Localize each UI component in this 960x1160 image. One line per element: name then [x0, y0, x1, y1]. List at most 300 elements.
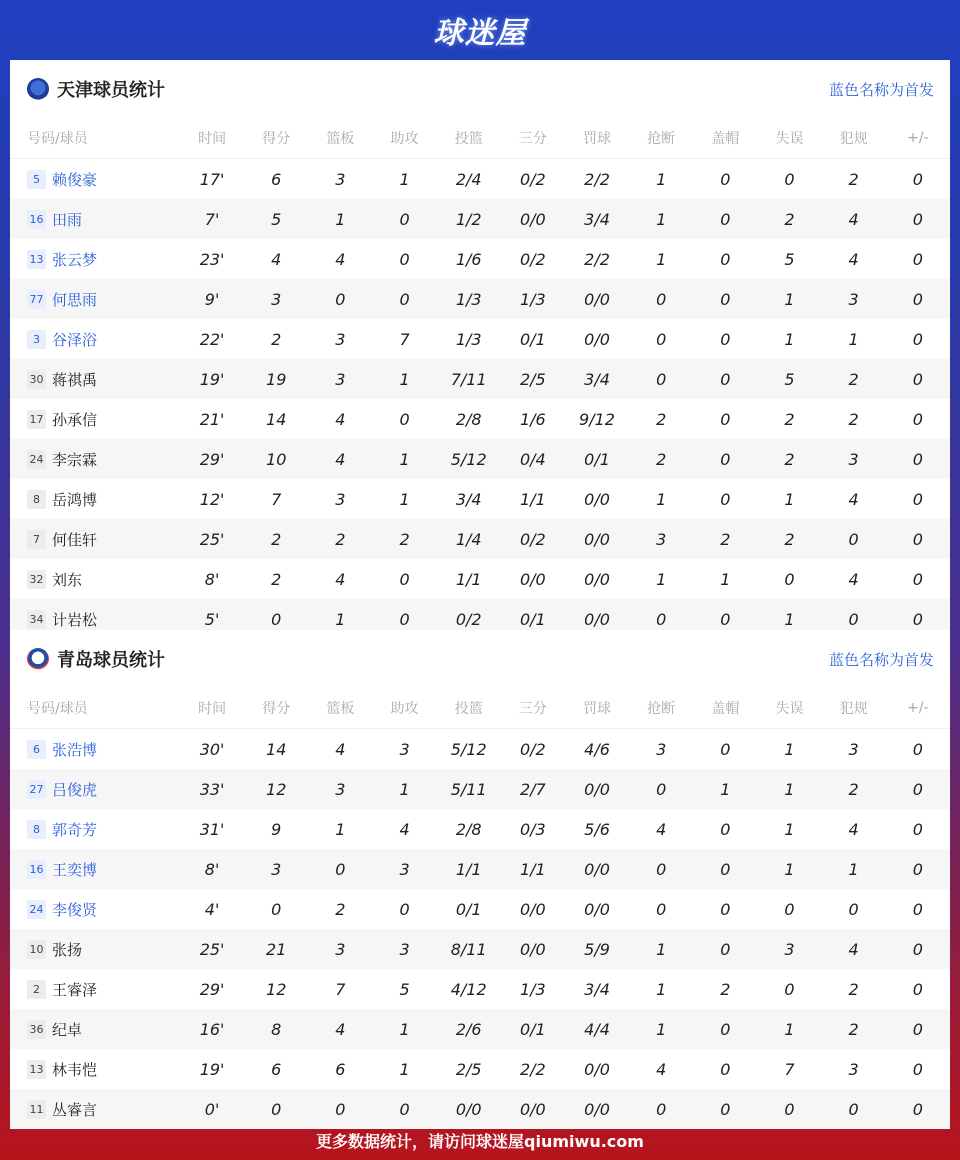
stat-cell: 4 [271, 249, 282, 269]
stat-cell: 2/7 [501, 769, 565, 809]
stat-cell: 1 [656, 249, 667, 269]
stat-cell: 0 [693, 439, 757, 479]
stat-cell: 2 [822, 1009, 886, 1049]
stat-cell: 1 [308, 599, 372, 639]
player-name[interactable]: 蒋祺禹 [52, 370, 98, 389]
stat-cell: 0 [720, 819, 731, 839]
stat-cell: 0 [912, 739, 923, 759]
stat-cell: 6 [271, 169, 282, 189]
stat-cell: 3 [308, 359, 372, 399]
column-header: 三分 [501, 688, 565, 729]
stat-cell: 2 [656, 409, 667, 429]
table-row [10, 849, 950, 889]
player-name[interactable]: 丛睿言 [52, 1100, 98, 1119]
jersey-number-badge: 10 [27, 940, 46, 959]
starter-legend-note: 蓝色名称为首发 [828, 650, 934, 669]
stat-cell: 16' [180, 1009, 244, 1049]
jersey-number-badge: 16 [27, 210, 46, 229]
stat-cell: 3 [757, 929, 821, 969]
stat-cell: 1 [629, 929, 693, 969]
stat-cell: 0 [308, 279, 372, 319]
player-name[interactable]: 计岩松 [52, 610, 98, 629]
player-name[interactable]: 王睿泽 [52, 980, 98, 999]
stat-cell: 0' [180, 1089, 244, 1129]
stat-cell: 0/2 [501, 519, 565, 559]
table-row [10, 889, 950, 929]
stat-cell: 0 [244, 599, 308, 639]
player-cell [10, 889, 180, 929]
stat-cell: 2 [822, 769, 886, 809]
stat-cell: 0/0 [584, 329, 610, 349]
stat-cell: 0 [399, 409, 410, 429]
stat-cell: 6 [271, 1059, 282, 1079]
stat-cell: 0 [848, 899, 859, 919]
player-name[interactable]: 张云梦 [52, 250, 98, 269]
player-name[interactable]: 张扬 [52, 940, 83, 959]
table-row [10, 969, 950, 1009]
player-name[interactable]: 何佳轩 [52, 530, 98, 549]
jersey-number-badge: 8 [27, 820, 46, 839]
stat-cell: 1 [784, 489, 795, 509]
stat-cell: 4 [308, 439, 372, 479]
stat-cell: 0/0 [584, 489, 610, 509]
stat-cell: 9' [180, 279, 244, 319]
stat-cell: 0 [720, 169, 731, 189]
stat-cell: 1 [822, 849, 886, 889]
stat-cell: 0/0 [565, 519, 629, 559]
stat-cell: 1 [656, 169, 667, 189]
stat-cell: 0 [784, 899, 795, 919]
stat-cell: 0/2 [519, 169, 546, 189]
player-name[interactable]: 岳鸿博 [52, 490, 98, 509]
jersey-number-badge: 2 [27, 980, 46, 999]
stat-cell: 1/4 [437, 519, 501, 559]
stat-cell: 0 [629, 769, 693, 809]
stat-cell: 0 [912, 169, 923, 189]
stat-cell: 21' [199, 409, 225, 429]
stat-cell: 0 [656, 899, 667, 919]
stat-cell: 1 [629, 1009, 693, 1049]
stat-cell: 7 [399, 329, 410, 349]
stat-cell: 0/0 [501, 929, 565, 969]
stat-cell: 0/1 [455, 899, 482, 919]
column-header: 三分 [501, 118, 565, 159]
tianjin-team-logo-icon [27, 78, 49, 100]
stat-cell: 3 [308, 769, 372, 809]
stat-cell: 1 [372, 439, 436, 479]
stat-cell: 3 [372, 929, 436, 969]
stat-cell: 0 [271, 899, 282, 919]
stat-cell: 1 [629, 199, 693, 239]
stat-cell: 1 [757, 279, 821, 319]
stat-cell: 1 [656, 569, 667, 589]
column-header: 犯规 [822, 118, 886, 159]
player-cell [10, 479, 180, 519]
stat-cell: 3/4 [565, 359, 629, 399]
player-name[interactable]: 李宗霖 [52, 450, 98, 469]
stat-cell: 0/2 [437, 599, 501, 639]
stat-cell: 0/0 [584, 899, 610, 919]
stat-cell: 0 [784, 979, 795, 999]
column-header: 失误 [757, 688, 821, 729]
column-header: 罚球 [565, 688, 629, 729]
stat-cell: 0 [629, 599, 693, 639]
stat-cell: 2 [848, 169, 859, 189]
jersey-number-badge: 32 [27, 570, 46, 589]
top-banner [0, 0, 960, 60]
stat-cell: 0 [912, 819, 923, 839]
stat-cell: 1 [399, 169, 410, 189]
stat-cell: 0 [693, 849, 757, 889]
stat-cell: 8 [244, 1009, 308, 1049]
stat-cell: 3 [244, 279, 308, 319]
stat-cell: 0 [372, 1089, 436, 1129]
stat-cell: 5' [180, 599, 244, 639]
stat-cell: 0 [244, 1089, 308, 1129]
stat-cell: 2 [822, 359, 886, 399]
stat-cell: 7' [180, 199, 244, 239]
stat-cell: 2 [757, 199, 821, 239]
table-row [10, 359, 950, 399]
stat-cell: 19' [199, 1059, 225, 1079]
player-name[interactable]: 田雨 [52, 210, 83, 229]
player-name[interactable]: 李俊贤 [52, 900, 98, 919]
stat-cell: 0/0 [584, 569, 610, 589]
stat-cell: 3 [822, 279, 886, 319]
stat-cell: 0 [308, 849, 372, 889]
stat-cell: 5/9 [565, 929, 629, 969]
stat-cell: 0 [720, 489, 731, 509]
jersey-number-badge: 24 [27, 900, 46, 919]
stat-cell: 4 [656, 819, 667, 839]
stat-cell: 7 [784, 1059, 795, 1079]
section-title: 青岛球员统计 [57, 650, 165, 671]
stat-cell: 3 [848, 739, 859, 759]
section-title-wrap [27, 646, 165, 672]
jersey-number-badge: 17 [27, 410, 46, 429]
column-header: 时间 [180, 688, 244, 729]
stat-cell: 1 [757, 849, 821, 889]
stat-cell: 7 [335, 979, 346, 999]
stat-cell: 4 [848, 819, 859, 839]
stat-cell: 1/2 [437, 199, 501, 239]
column-header: 犯规 [822, 688, 886, 729]
stat-cell: 3 [335, 329, 346, 349]
team-stats-card-tianjin [10, 60, 950, 630]
stat-cell: 1 [656, 489, 667, 509]
stat-cell: 2/5 [455, 1059, 482, 1079]
stat-cell: 4 [399, 819, 410, 839]
stat-cell: 0/0 [565, 849, 629, 889]
stat-cell: 3 [848, 1059, 859, 1079]
column-header: 得分 [244, 118, 308, 159]
stat-cell: 0 [912, 569, 923, 589]
player-cell [10, 1049, 180, 1089]
stat-cell: 31' [199, 819, 225, 839]
player-cell [10, 279, 180, 319]
stat-cell: 4 [656, 1059, 667, 1079]
stats-table [10, 688, 950, 1129]
column-header: 投篮 [437, 118, 501, 159]
stat-cell: 5/11 [437, 769, 501, 809]
stat-cell: 2/8 [455, 819, 482, 839]
column-header: 盖帽 [693, 118, 757, 159]
column-header: 盖帽 [693, 688, 757, 729]
stat-cell: 1 [757, 1009, 821, 1049]
jersey-number-badge: 77 [27, 290, 46, 309]
stat-cell: 12 [266, 979, 287, 999]
stat-cell: 0 [720, 739, 731, 759]
table-row [10, 1049, 950, 1089]
stat-cell: 1 [720, 569, 731, 589]
stat-cell: 1/1 [437, 849, 501, 889]
stat-cell: 3 [399, 739, 410, 759]
player-name[interactable]: 纪卓 [52, 1020, 83, 1039]
stat-cell: 4 [308, 1009, 372, 1049]
stat-cell: 3 [335, 489, 346, 509]
table-row [10, 399, 950, 439]
stat-cell: 12 [244, 769, 308, 809]
stat-cell: 7/11 [437, 359, 501, 399]
stat-cell: 0/0 [437, 1089, 501, 1129]
stat-cell: 0 [886, 519, 950, 559]
section-title: 天津球员统计 [57, 80, 165, 101]
stat-cell: 4 [335, 739, 346, 759]
column-header: 助攻 [372, 688, 436, 729]
stat-cell: 19 [244, 359, 308, 399]
player-name[interactable]: 张浩博 [52, 740, 98, 759]
player-cell [10, 399, 180, 439]
stat-cell: 0/0 [565, 599, 629, 639]
stat-cell: 2 [629, 439, 693, 479]
stat-cell: 1 [757, 599, 821, 639]
section-title-wrap [27, 76, 165, 102]
stat-cell: 0 [629, 359, 693, 399]
stat-cell: 1 [656, 979, 667, 999]
stat-cell: 3 [629, 519, 693, 559]
table-row [10, 479, 950, 519]
table-row [10, 559, 950, 599]
stat-cell: 0 [399, 569, 410, 589]
stat-cell: 1 [372, 769, 436, 809]
table-row [10, 519, 950, 559]
table-row [10, 809, 950, 849]
brand-logo[interactable]: 球迷屋 [433, 16, 527, 51]
player-cell [10, 359, 180, 399]
stat-cell: 2 [693, 519, 757, 559]
column-header: +/- [886, 688, 950, 729]
stat-cell: 4 [335, 249, 346, 269]
player-cell [10, 929, 180, 969]
player-name[interactable]: 赖俊豪 [52, 170, 98, 189]
stat-cell: 0 [886, 279, 950, 319]
stat-cell: 4 [335, 569, 346, 589]
stat-cell: 0/0 [565, 769, 629, 809]
stat-cell: 2/2 [584, 249, 610, 269]
player-name[interactable]: 王奕博 [52, 860, 98, 879]
stat-cell: 1 [784, 739, 795, 759]
stat-cell: 0 [784, 569, 795, 589]
stat-cell: 4 [822, 199, 886, 239]
stat-cell: 0 [886, 1009, 950, 1049]
jersey-number-badge: 7 [27, 530, 46, 549]
table-row [10, 1009, 950, 1049]
stat-cell: 0 [886, 849, 950, 889]
stat-cell: 4/12 [450, 979, 487, 999]
stat-cell: 30' [199, 739, 225, 759]
stat-cell: 12' [199, 489, 225, 509]
player-cell [10, 439, 180, 479]
player-name[interactable]: 孙承信 [52, 410, 98, 429]
stat-cell: 1/1 [519, 489, 546, 509]
stat-cell: 1/3 [437, 279, 501, 319]
stat-cell: 0/4 [501, 439, 565, 479]
stat-cell: 0 [822, 1089, 886, 1129]
stat-cell: 0/0 [565, 1089, 629, 1129]
stat-cell: 2 [848, 979, 859, 999]
stat-cell: 0/1 [501, 1009, 565, 1049]
stat-cell: 5 [244, 199, 308, 239]
stat-cell: 2 [784, 409, 795, 429]
stat-cell: 22' [199, 329, 225, 349]
table-row [10, 729, 950, 770]
stat-cell: 29' [180, 439, 244, 479]
stat-cell: 0 [822, 599, 886, 639]
stat-cell: 5 [757, 359, 821, 399]
stat-cell: 4/4 [565, 1009, 629, 1049]
stat-cell: 1 [335, 819, 346, 839]
stat-cell: 3/4 [565, 199, 629, 239]
player-name[interactable]: 林韦恺 [52, 1060, 98, 1079]
stat-cell: 2 [271, 569, 282, 589]
column-header: 助攻 [372, 118, 436, 159]
stat-cell: 0 [912, 1059, 923, 1079]
jersey-number-badge: 30 [27, 370, 46, 389]
stat-cell: 2/4 [455, 169, 482, 189]
stat-cell: 0 [308, 1089, 372, 1129]
stat-cell: 0 [886, 199, 950, 239]
stat-cell: 1/6 [519, 409, 546, 429]
table-row [10, 199, 950, 239]
player-name[interactable]: 吕俊虎 [52, 780, 98, 799]
stat-cell: 1/1 [501, 849, 565, 889]
stat-cell: 2/2 [519, 1059, 546, 1079]
stat-cell: 1 [757, 769, 821, 809]
stat-cell: 19' [180, 359, 244, 399]
column-header: 篮板 [308, 688, 372, 729]
stat-cell: 2 [271, 329, 282, 349]
stat-cell: 2/6 [437, 1009, 501, 1049]
stat-cell: 1/3 [455, 329, 482, 349]
player-name[interactable]: 何思雨 [52, 290, 98, 309]
stat-cell: 8/11 [437, 929, 501, 969]
stat-cell: 1/3 [519, 979, 546, 999]
stat-cell: 5/6 [584, 819, 610, 839]
stat-cell: 0/2 [519, 739, 546, 759]
stat-cell: 3 [308, 929, 372, 969]
stat-cell: 0 [693, 359, 757, 399]
column-header: 罚球 [565, 118, 629, 159]
stat-cell: 0/1 [565, 439, 629, 479]
table-row [10, 769, 950, 809]
stat-cell: 1 [399, 489, 410, 509]
stat-cell: 9 [271, 819, 282, 839]
stat-cell: 0 [372, 599, 436, 639]
stat-cell: 0 [912, 249, 923, 269]
player-cell [10, 769, 180, 809]
player-cell [10, 559, 180, 599]
stat-cell: 0 [399, 899, 410, 919]
stat-cell: 7 [271, 489, 282, 509]
stat-cell: 0 [886, 439, 950, 479]
table-header-row [10, 688, 950, 729]
stat-cell: 4' [204, 899, 220, 919]
stat-cell: 1 [308, 199, 372, 239]
stat-cell: 14 [266, 739, 287, 759]
stat-cell: 0 [720, 249, 731, 269]
stat-cell: 1/6 [455, 249, 482, 269]
stat-cell: 4/6 [584, 739, 610, 759]
stat-cell: 10 [244, 439, 308, 479]
stat-cell: 1/3 [501, 279, 565, 319]
stat-cell: 1 [784, 329, 795, 349]
stat-cell: 4 [335, 409, 346, 429]
stat-cell: 0 [372, 199, 436, 239]
stat-cell: 0/3 [519, 819, 546, 839]
stat-cell: 0 [693, 1009, 757, 1049]
jersey-number-badge: 27 [27, 780, 46, 799]
column-header: 得分 [244, 688, 308, 729]
stat-cell: 0 [912, 329, 923, 349]
stat-cell: 0/1 [501, 599, 565, 639]
stat-cell: 0 [629, 849, 693, 889]
stat-cell: 0 [784, 169, 795, 189]
player-cell [10, 1009, 180, 1049]
stat-cell: 1 [372, 1009, 436, 1049]
stat-cell: 0/0 [519, 899, 546, 919]
table-row [10, 239, 950, 279]
stat-cell: 5 [784, 249, 795, 269]
jersey-number-badge: 8 [27, 490, 46, 509]
footer-link-text[interactable]: 更多数据统计，请访问球迷屋qiumiwu.com [316, 1131, 644, 1151]
stat-cell: 4 [848, 569, 859, 589]
player-name[interactable]: 郭奇芳 [52, 820, 98, 839]
stat-cell: 2 [335, 899, 346, 919]
player-cell [10, 519, 180, 559]
column-header: 篮板 [308, 118, 372, 159]
player-name[interactable]: 谷泽浴 [52, 330, 98, 349]
stat-cell: 0 [912, 899, 923, 919]
stat-cell: 1 [372, 359, 436, 399]
stat-cell: 0 [693, 929, 757, 969]
jersey-number-badge: 3 [27, 330, 46, 349]
table-row [10, 279, 950, 319]
column-header: 号码/球员 [10, 688, 180, 729]
player-name[interactable]: 刘东 [52, 570, 83, 589]
stat-cell: 0 [886, 359, 950, 399]
stats-table [10, 118, 950, 639]
stat-cell: 1/1 [455, 569, 482, 589]
stat-cell: 23' [199, 249, 225, 269]
stat-cell: 3 [372, 849, 436, 889]
footer-banner [0, 1120, 960, 1160]
stat-cell: 0 [912, 979, 923, 999]
stat-cell: 1 [784, 819, 795, 839]
stat-cell: 14 [266, 409, 287, 429]
stat-cell: 6 [335, 1059, 346, 1079]
stat-cell: 0 [372, 279, 436, 319]
stat-cell: 3/4 [455, 489, 482, 509]
